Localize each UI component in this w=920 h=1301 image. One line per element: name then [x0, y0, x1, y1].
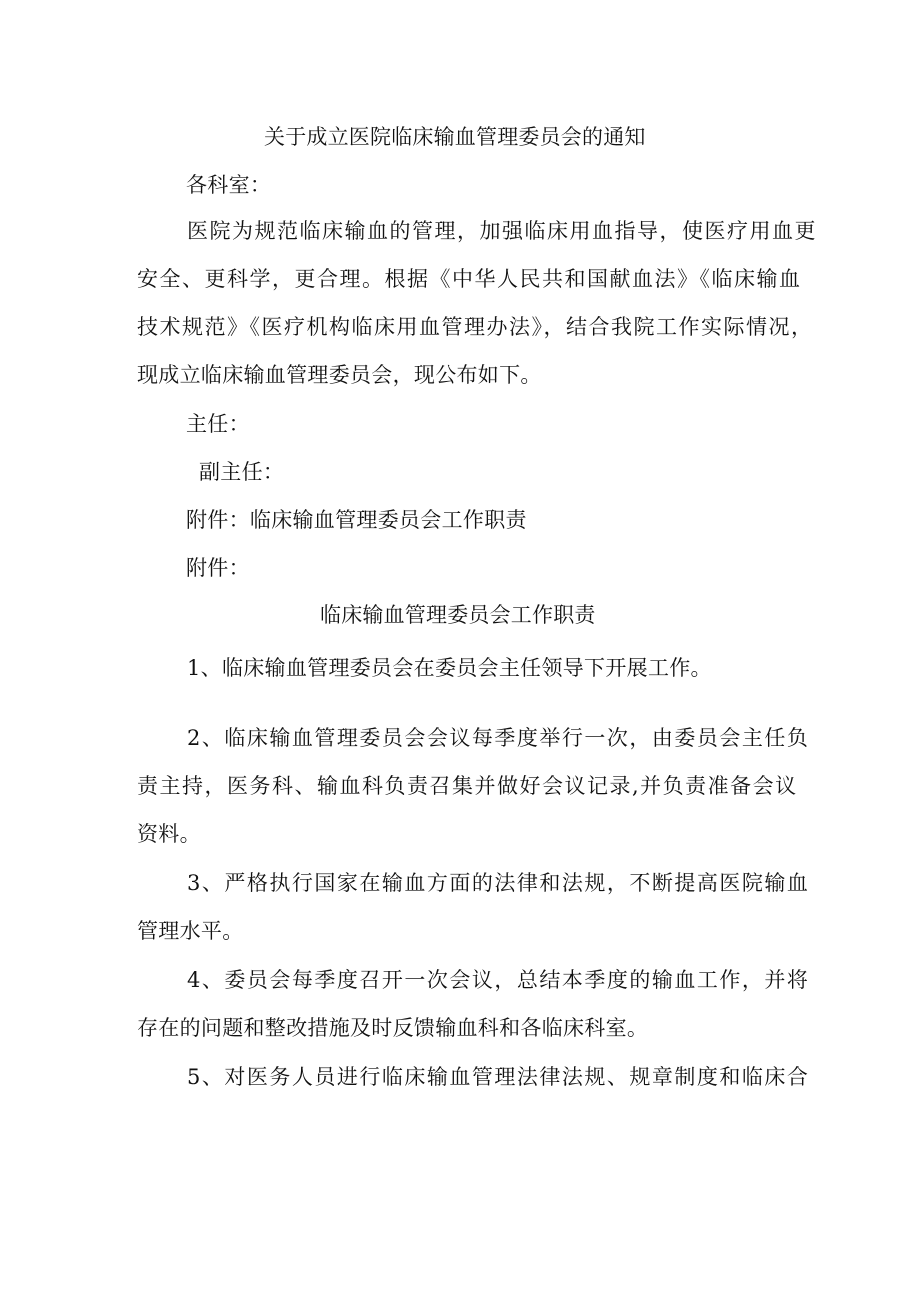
duty-2-line-1: 2、临床输血管理委员会会议每季度举行一次，由委员会主任负 — [187, 726, 810, 750]
attachment-note: 附件：临床输血管理委员会工作职责 — [186, 508, 527, 532]
attachment-title: 临床输血管理委员会工作职责 — [320, 603, 596, 627]
deputy-director-label: 副主任： — [199, 460, 285, 484]
duty-2-line-3: 资料。 — [137, 822, 201, 846]
duty-4-line-1: 4、委员会每季度召开一次会议，总结本季度的输血工作，并将 — [187, 968, 810, 992]
duty-1-line-1: 1、临床输血管理委员会在委员会主任领导下开展工作。 — [187, 656, 712, 680]
duty-3-line-2: 管理水平。 — [137, 919, 244, 943]
duty-2-line-2: 责主持，医务科、输血科负责召集并做好会议记录,并负责准备会议 — [137, 774, 798, 798]
duty-4-line-2: 存在的问题和整改措施及时反馈输血科和各临床科室。 — [137, 1016, 649, 1040]
intro-line-2: 安全、更科学，更合理。根据《中华人民共和国献血法》《临床输血 — [137, 267, 802, 291]
duty-5-line-1: 5、对医务人员进行临床输血管理法律法规、规章制度和临床合 — [187, 1065, 810, 1089]
director-label: 主任： — [186, 412, 250, 436]
attachment-label: 附件： — [186, 556, 250, 580]
intro-line-4: 现成立临床输血管理委员会，现公布如下。 — [137, 363, 542, 387]
intro-line-1: 医院为规范临床输血的管理，加强临床用血指导，使医疗用血更 — [187, 219, 817, 243]
intro-line-3: 技术规范》《医疗机构临床用血管理办法》，结合我院工作实际情况， — [137, 315, 814, 339]
salutation: 各科室： — [186, 173, 272, 197]
duty-3-line-1: 3、严格执行国家在输血方面的法律和法规，不断提高医院输血 — [187, 871, 810, 895]
document-title: 关于成立医院临床输血管理委员会的通知 — [264, 125, 646, 149]
